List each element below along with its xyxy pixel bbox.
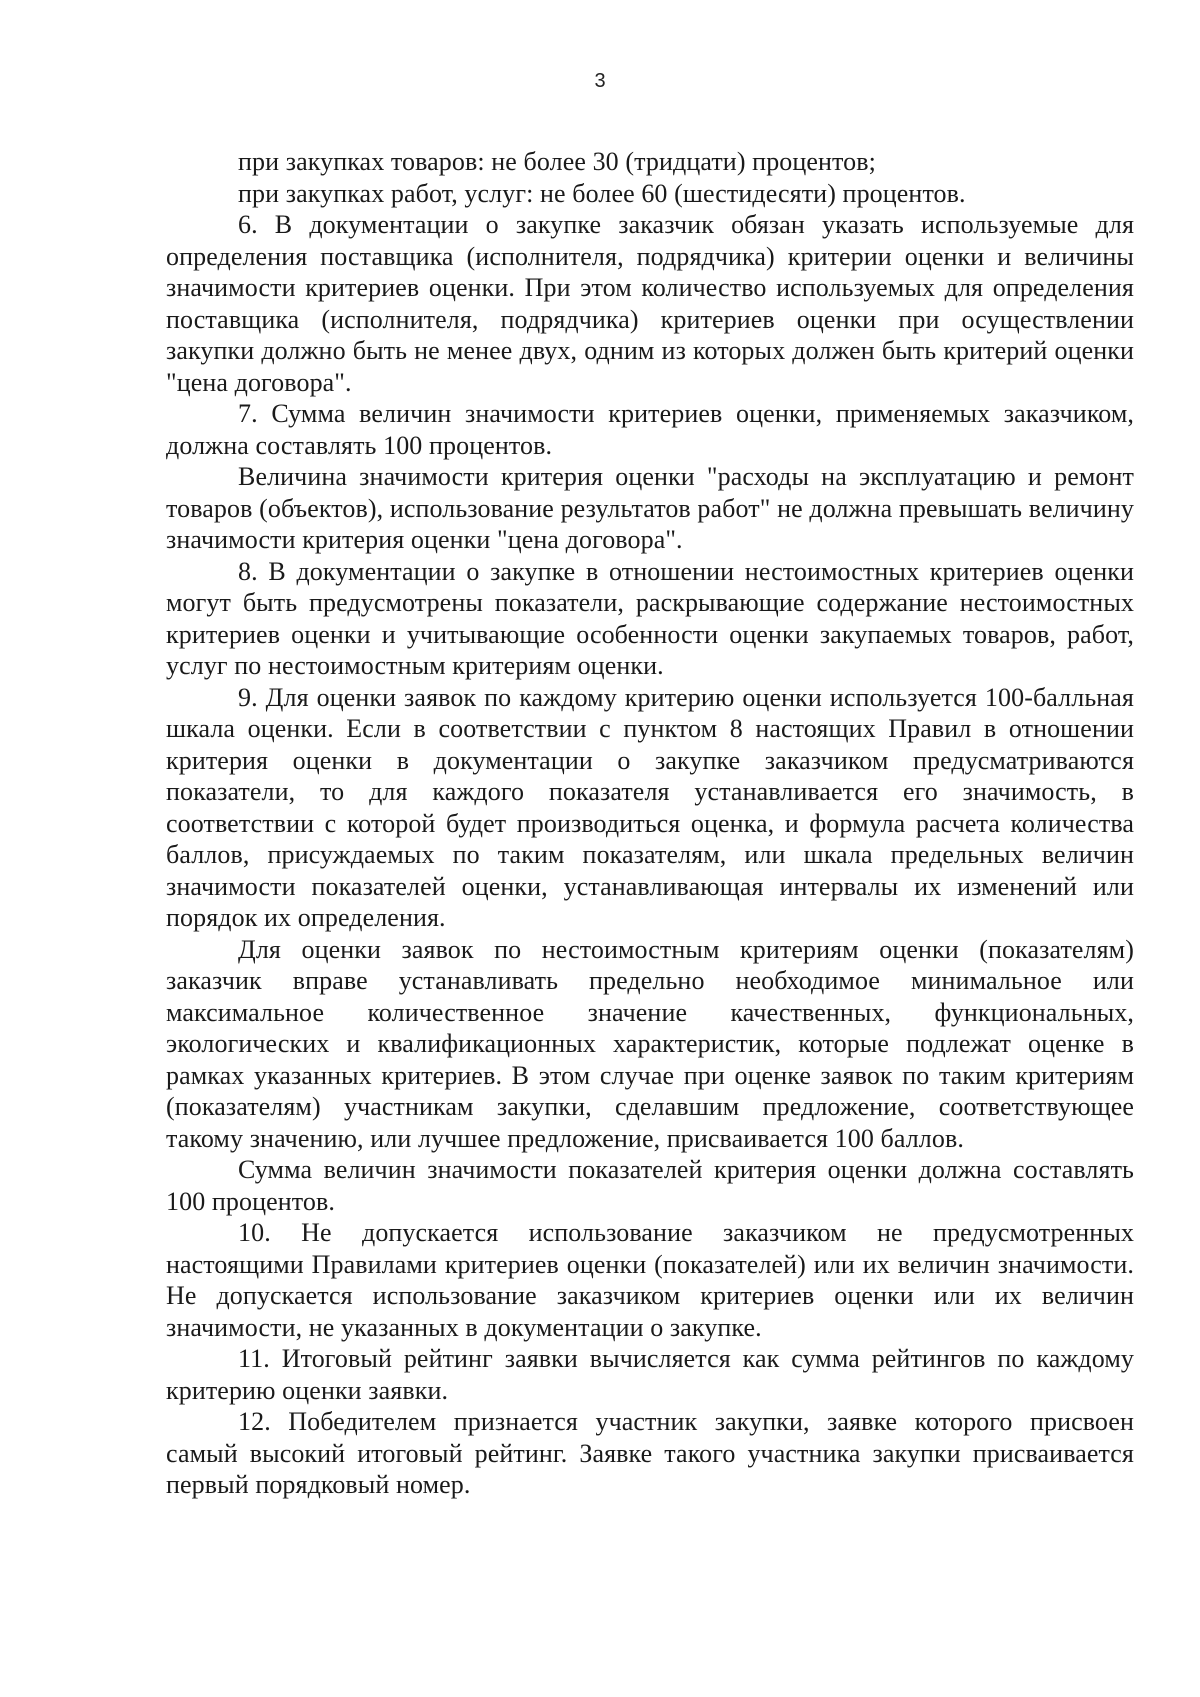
paragraph-clause-7: 7. Сумма величин значимости критериев оценки, применяемых заказчиком, должна составлять 100 процентов.: [166, 399, 1134, 460]
paragraph-clause-12: 12. Победителем признается участник закупки, заявке которого присвоен самый высокий итоговый рейтинг. Заявке такого участника закупки присваивается первый порядковый номер.: [166, 1407, 1134, 1499]
paragraph-clause-9-nonprice: Для оценки заявок по нестоимостным критериям оценки (показателям) заказчик вправе устанавливать предельно необходимое минимальное или максимальное количественное значение качественных, функциональных, экологических и квалификационных характеристик, которые подлежат оценке в рамках указанных критериев. В этом случае при оценке заявок по таким критериям (показателям) участникам закупки, сделавшим предложение, соответствующее такому значению, или лучшее предложение, присваивается 100 баллов.: [166, 934, 1134, 1153]
paragraph-goods-limit: при закупках товаров: не более 30 (тридцати) процентов;: [238, 147, 876, 176]
paragraph-clause-9: 9. Для оценки заявок по каждому критерию оценки используется 100-балльная шкала оценки. Если в соответствии с пунктом 8 настоящих Правил в отношении критерия оценки в документации о закупке заказчиком предусматриваются показатели, то для каждого показателя устанавливается его значимость, в соответствии с которой будет производиться оценка, и формула расчета количества баллов, присуждаемых по таким показателям, или шкала предельных величин значимости показателей оценки, устанавливающая интервалы их изменений или порядок их определения.: [166, 682, 1134, 932]
paragraph-works-limit: при закупках работ, услуг: не более 60 (шестидесяти) процентов.: [238, 178, 966, 208]
paragraph-clause-9-sum: Сумма величин значимости показателей критерия оценки должна составлять 100 процентов.: [166, 1155, 1134, 1216]
page-number: 3: [594, 70, 606, 92]
paragraph-clause-6: 6. В документации о закупке заказчик обязан указать используемые для определения поставщика (исполнителя, подрядчика) критерии оценки и величины значимости критериев оценки. При этом количество используемых для определения поставщика (исполнителя, подрядчика) критериев оценки при осуществлении закупки должно быть не менее двух, одним из которых должен быть критерий оценки "цена договора".: [166, 210, 1134, 397]
document-body: [166, 146, 1134, 1501]
paragraph-clause-7-operating-costs: Величина значимости критерия оценки "расходы на эксплуатацию и ремонт товаров (объектов), использование результатов работ" не должна превышать величину значимости критерия оценки "цена договора".: [166, 462, 1134, 554]
paragraph-clause-10: 10. Не допускается использование заказчиком не предусмотренных настоящими Правилами критериев оценки (показателей) или их величин значимости. Не допускается использование заказчиком критериев оценки или их величин значимости, не указанных в документации о закупке.: [166, 1218, 1134, 1342]
paragraph-clause-11: 11. Итоговый рейтинг заявки вычисляется как сумма рейтингов по каждому критерию оценки заявки.: [166, 1344, 1134, 1405]
paragraph-clause-8: 8. В документации о закупке в отношении нестоимостных критериев оценки могут быть предусмотрены показатели, раскрывающие содержание нестоимостных критериев оценки и учитывающие особенности оценки закупаемых товаров, работ, услуг по нестоимостным критериям оценки.: [166, 556, 1134, 680]
